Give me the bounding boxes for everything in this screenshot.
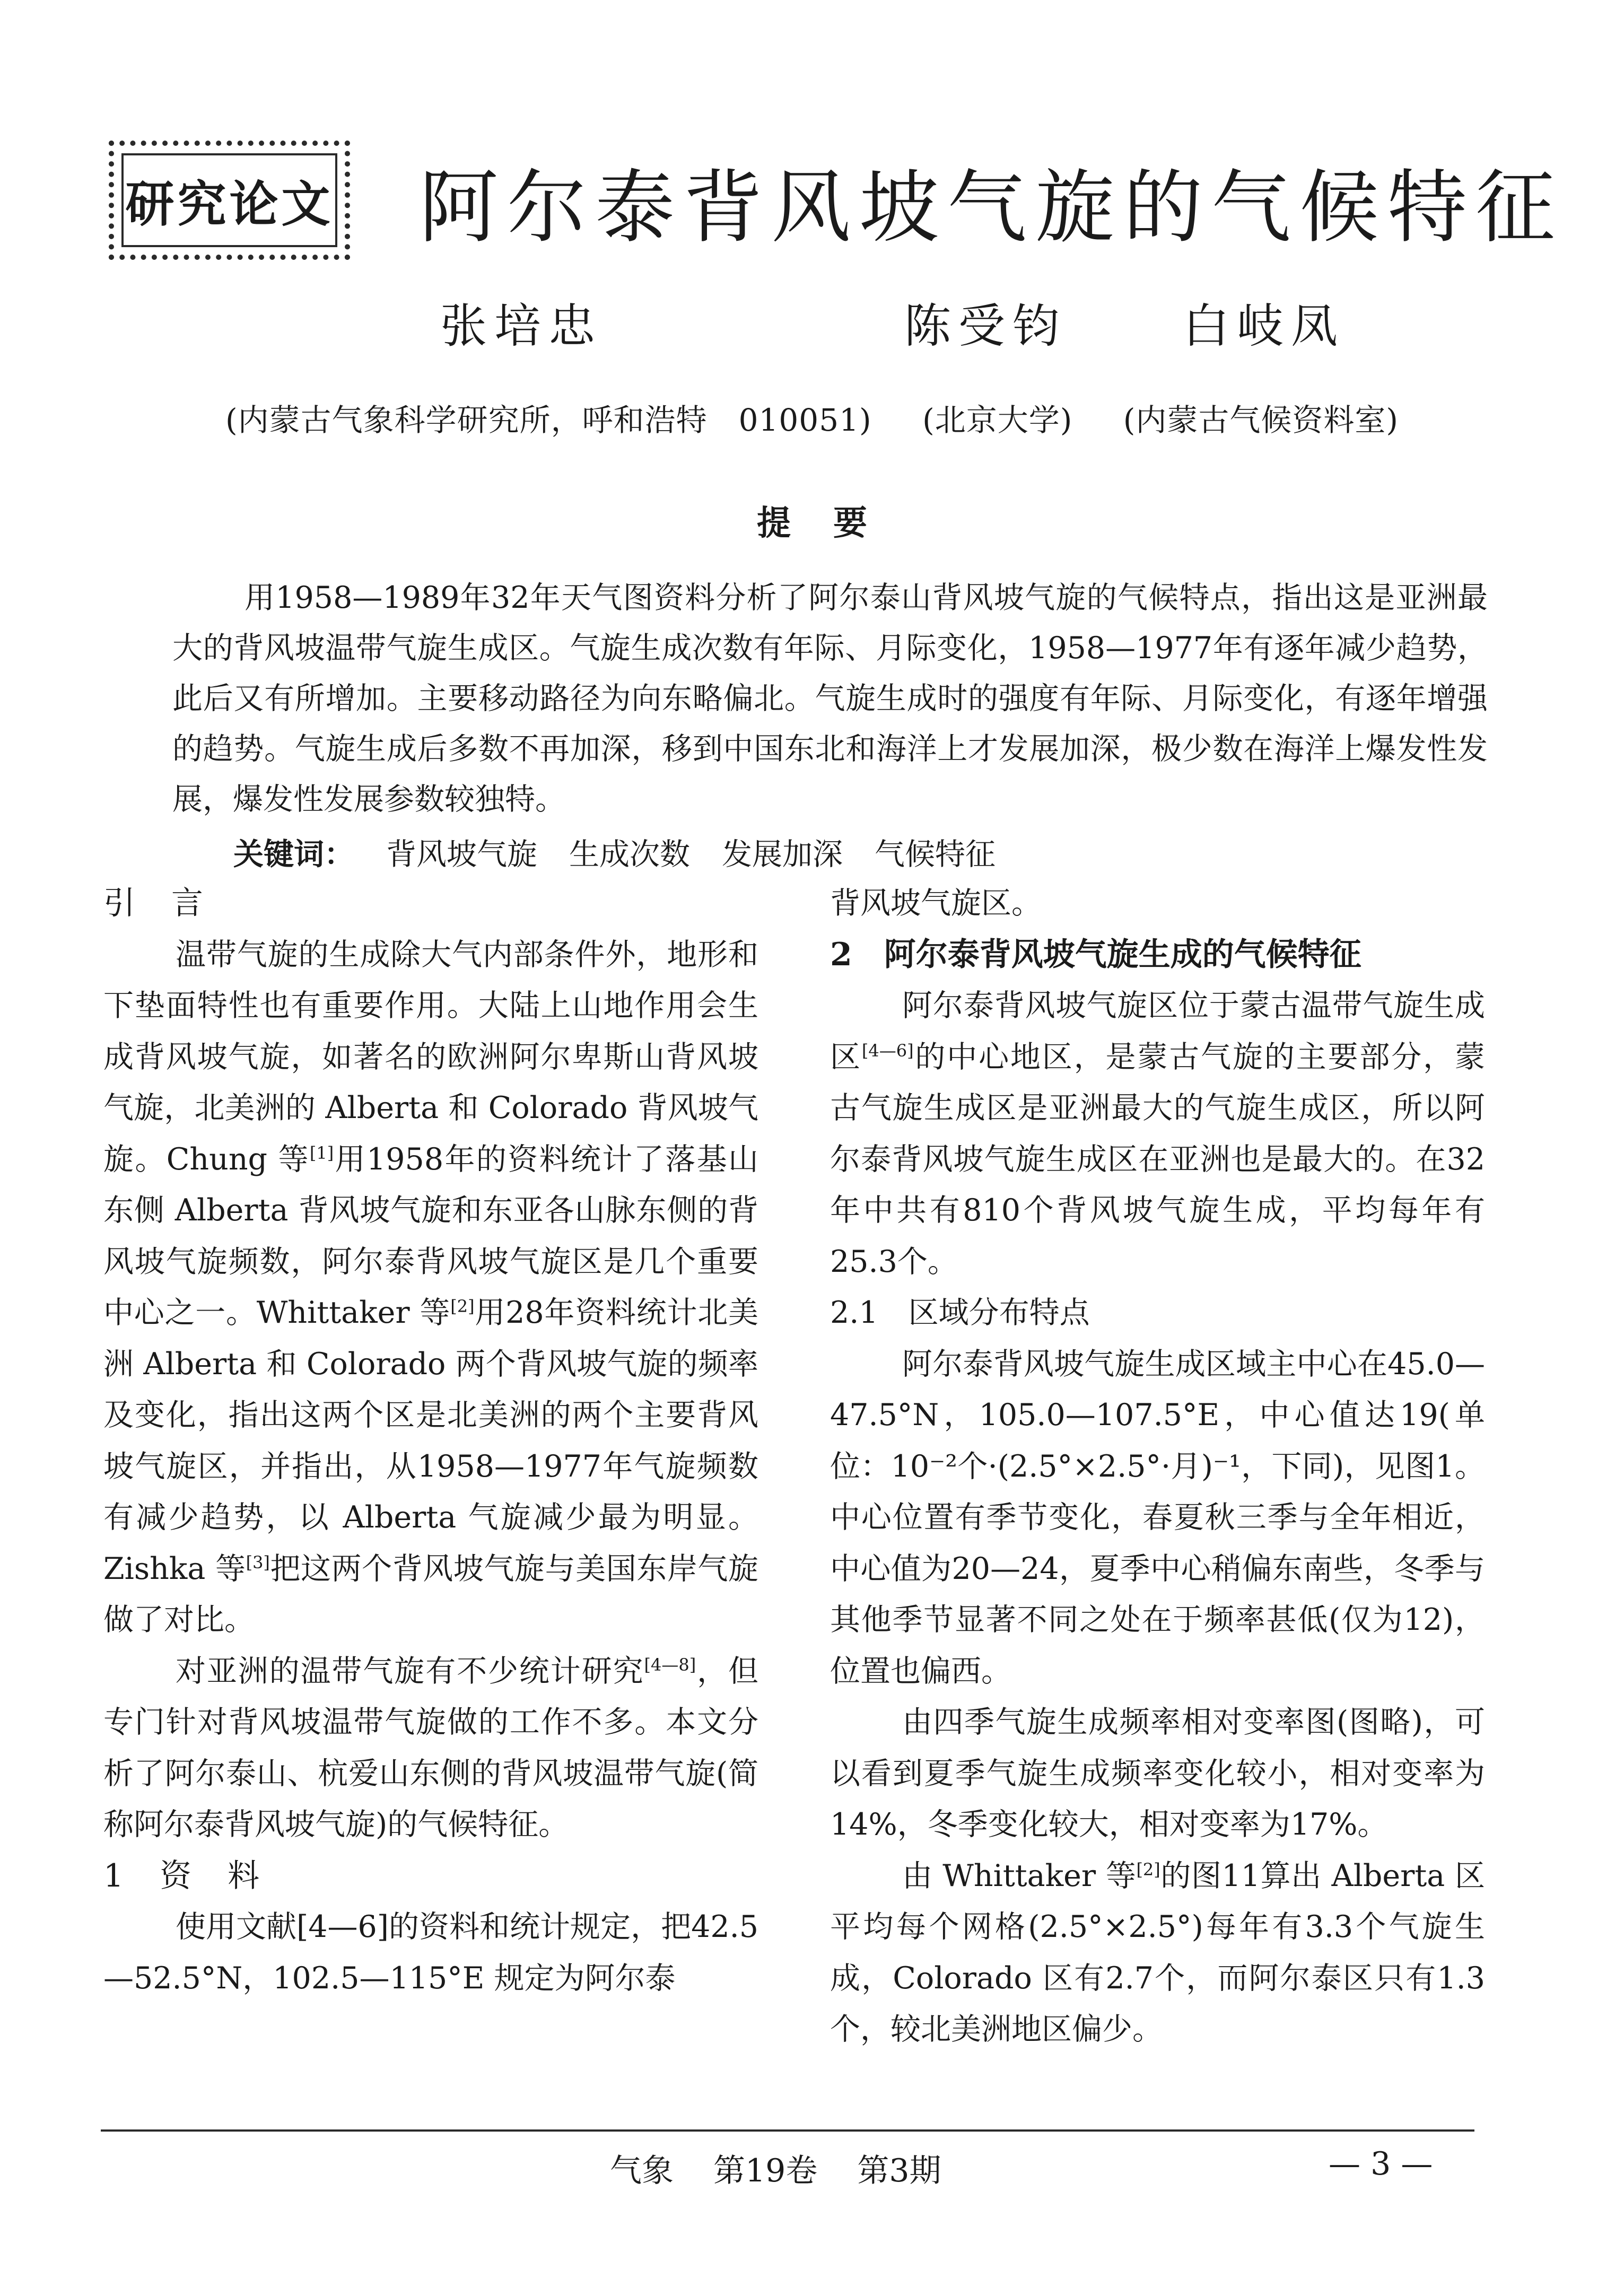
citation: [3] [246, 1552, 270, 1573]
affiliations [0, 395, 1624, 440]
keyword: 生成次数 [569, 837, 690, 872]
section-heading: 1 资 料 [103, 1857, 262, 1895]
keywords [233, 830, 996, 874]
keyword: 背风坡气旋 [386, 837, 537, 872]
journal-issue: 第3期 [857, 2152, 941, 2189]
section-heading: 2 阿尔泰背风坡气旋生成的气候特征 [830, 936, 1361, 973]
section-heading: 引 言 [103, 885, 205, 922]
author-name: 白岐凤 [1183, 299, 1346, 353]
paragraph: 对亚洲的温带气旋有不少统计研究[4—8]，但专门针对背风坡温带气旋做的工作不多。本文分析了阿尔泰山、杭爱山东侧的背风坡温带气旋(简称阿尔泰背风坡气旋)的气候特征。 [103, 1653, 759, 1842]
citation: [1] [309, 1142, 334, 1163]
footer-rule [101, 2129, 1474, 2132]
paragraph-continuation: 背风坡气旋区。 [830, 886, 1042, 921]
paragraph: 阿尔泰背风坡气旋区位于蒙古温带气旋生成区[4—6]的中心地区，是蒙古气旋的主要部分，蒙古气旋生成区是亚洲最大的气旋生成区，所以阿尔泰背风坡气旋生成区在亚洲也是最大的。在32年中共有810个背风坡气旋生成，平均每年有25.3个。 [830, 988, 1485, 1279]
keyword: 发展加深 [722, 837, 843, 872]
abstract-text: 用1958—1989年32年天气图资料分析了阿尔泰山背风坡气旋的气候特点，指出这是亚洲最大的背风坡温带气旋生成区。气旋生成次数有年际、月际变化，1958—1977年有逐年减少趋势，此后又有所增加。主要移动路径为向东略偏北。气旋生成时的强度有年际、月际变化，有逐年增强的趋势。气旋生成后多数不再加深，移到中国东北和海洋上才发展加深，极少数在海洋上爆发性发展，爆发性发展参数较独特。 [172, 580, 1488, 817]
citation: [4—8] [644, 1654, 696, 1675]
paper-title: 阿尔泰背风坡气旋的气候特征 [419, 162, 1564, 254]
page-number: — 3 — [1329, 2145, 1433, 2182]
right-column [830, 878, 1485, 2055]
author-name: 陈受钧 [904, 299, 1067, 353]
section-badge-label: 研究论文 [125, 175, 334, 233]
section-badge [109, 141, 350, 260]
paragraph: 温带气旋的生成除大气内部条件外，地形和下垫面特性也有重要作用。大陆上山地作用会生成背风坡气旋，如著名的欧洲阿尔卑斯山背风坡气旋，北美洲的 Alberta 和 Colorado 背风坡气旋。Chung 等[1]用1958年的资料统计了落基山东侧 Alberta 背风坡气旋和东亚各山脉东侧的背风坡气旋频数，阿尔泰背风坡气旋区是几个重要中心之一。Whittaker 等[2]用28年资料统计北美洲 Alberta 和 Colorado 两个背风坡气旋的频率及变化，指出这两个区是北美洲的两个主要背风坡气旋区，并指出，从1958—1977年气旋频数有减少趋势，以 Alberta 气旋减少最为明显。Zishka 等[3]把这两个背风坡气旋与美国东岸气旋做了对比。 [103, 937, 759, 1637]
subsection-heading: 2.1 区域分布特点 [830, 1295, 1090, 1330]
citation: [4—6] [861, 1040, 914, 1061]
paragraph: 阿尔泰背风坡气旋生成区域主中心在45.0—47.5°N，105.0—107.5°E，中心值达19(单位：10⁻²个·(2.5°×2.5°·月)⁻¹，下同)，见图1。中心位置有季节变化，春夏秋三季与全年相近，中心值为20—24，夏季中心稍偏东南些，冬季与其他季节显著不同之处在于频率甚低(仅为12)，位置也偏西。 [830, 1346, 1485, 1689]
keywords-label: 关键词： [233, 836, 354, 872]
footer-journal [610, 2145, 981, 2191]
citation: [2] [450, 1296, 475, 1316]
paragraph: 由 Whittaker 等[2]的图11算出 Alberta 区平均每个网格(2.5°×2.5°)每年有3.3个气旋生成，Colorado 区有2.7个，而阿尔泰区只有1.3个，较北美洲地区偏少。 [830, 1858, 1485, 2047]
affiliation: (内蒙古气象科学研究所，呼和浩特 010051) [225, 402, 872, 438]
keyword: 气候特征 [875, 837, 996, 872]
author-name: 张培忠 [440, 299, 603, 353]
affiliation: (北京大学) [922, 402, 1073, 438]
left-column [103, 878, 758, 2004]
journal-name: 气象 [610, 2152, 674, 2189]
affiliation: (内蒙古气候资料室) [1123, 402, 1399, 438]
citation: [2] [1136, 1859, 1160, 1880]
paragraph: 由四季气旋生成频率相对变率图(图略)，可以看到夏季气旋生成频率变化较小，相对变率为14%，冬季变化较大，相对变率为17%。 [830, 1705, 1485, 1842]
paragraph: 使用文献[4—6]的资料和统计规定，把42.5—52.5°N，102.5—115°E 规定为阿尔泰 [103, 1909, 758, 1996]
journal-volume: 第19卷 [713, 2152, 818, 2189]
abstract-heading: 提要 [757, 503, 910, 543]
